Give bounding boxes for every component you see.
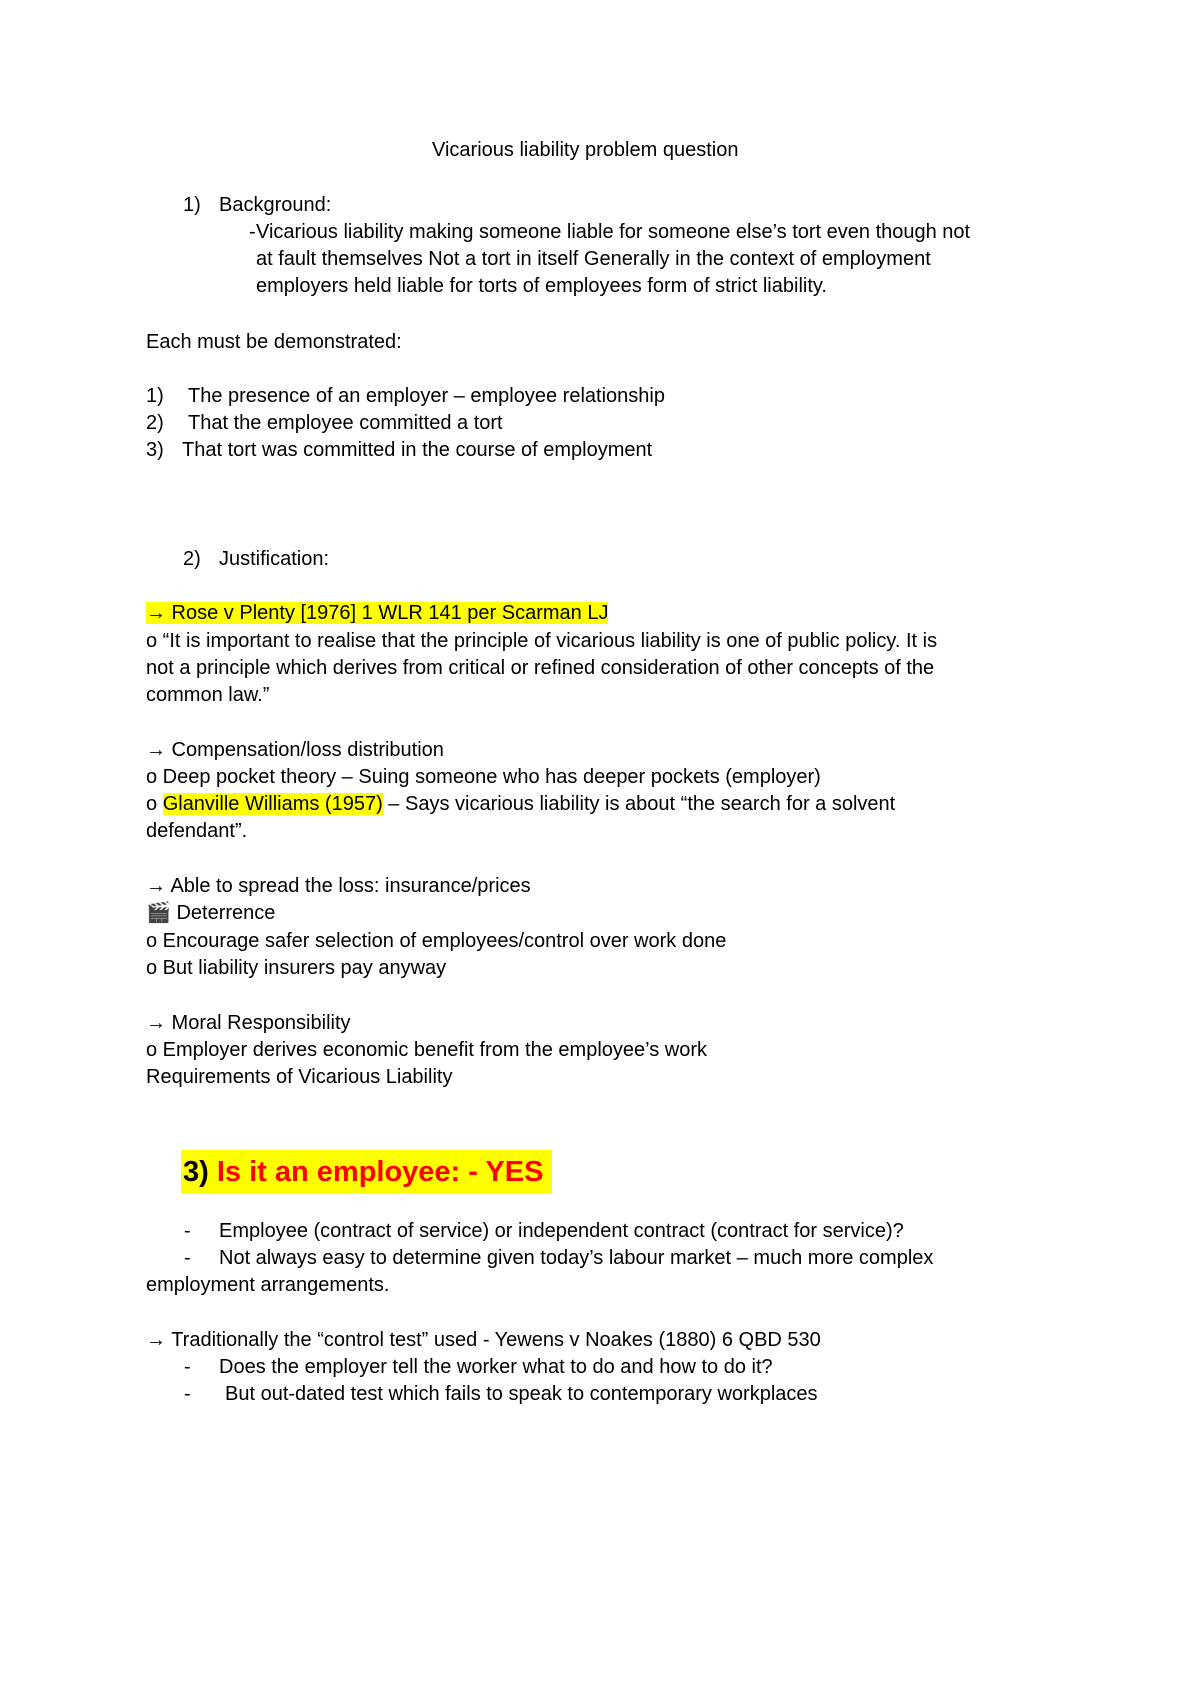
- background-line: Vicarious liability making someone liable for someone else’s tort even though not: [256, 221, 971, 243]
- background-dash: -: [249, 221, 256, 243]
- employee-point: Employee (contract of service) or independent contract (contract for service)?: [219, 1220, 904, 1242]
- requirement-text: The presence of an employer – employee relationship: [188, 385, 665, 407]
- employee-section-heading: [181, 1150, 552, 1194]
- case-rose-v-plenty: → Rose v Plenty [1976] 1 WLR 141 per Scarman LJ: [146, 602, 609, 624]
- background-line: at fault themselves Not a tort in itself Generally in the context of employment: [256, 248, 931, 270]
- moral-heading: → Moral Responsibility: [146, 1012, 351, 1034]
- bullet-dash: -: [184, 1220, 191, 1242]
- deep-pocket-point: o Deep pocket theory – Suing someone who has deeper pockets (employer): [146, 766, 821, 788]
- quote-line: common law.”: [146, 684, 270, 706]
- deterrence-heading: 🎬 Deterrence: [146, 902, 276, 924]
- control-test-point: But out-dated test which fails to speak to contemporary workplaces: [225, 1383, 818, 1405]
- requirement-number: 1): [146, 385, 164, 407]
- bullet-dash: -: [184, 1356, 191, 1378]
- bullet-dash: -: [184, 1383, 191, 1405]
- economic-benefit-point: o Employer derives economic benefit from the employee’s work: [146, 1039, 707, 1061]
- requirements-heading: Requirements of Vicarious Liability: [146, 1066, 453, 1088]
- employee-point-continuation: employment arrangements.: [146, 1274, 390, 1296]
- requirement-text: That the employee committed a tort: [188, 412, 503, 434]
- requirement-number: 2): [146, 412, 164, 434]
- requirements-intro: Each must be demonstrated:: [146, 331, 402, 353]
- spread-loss-heading: → Able to spread the loss: insurance/prices: [146, 875, 531, 897]
- quote-line: o “It is important to realise that the principle of vicarious liability is one of public policy. It is: [146, 630, 938, 652]
- control-test-heading: → Traditionally the “control test” used - Yewens v Noakes (1880) 6 QBD 530: [146, 1329, 821, 1351]
- control-test-point: Does the employer tell the worker what to do and how to do it?: [219, 1356, 773, 1378]
- encourage-point: o Encourage safer selection of employees/control over work done: [146, 930, 727, 952]
- glanville-continuation: defendant”.: [146, 820, 248, 842]
- background-line: employers held liable for torts of employees form of strict liability.: [256, 275, 827, 297]
- compensation-heading: → Compensation/loss distribution: [146, 739, 444, 761]
- background-heading: Background:: [219, 194, 332, 216]
- insurers-point: o But liability insurers pay anyway: [146, 957, 447, 979]
- employee-point: Not always easy to determine given today’s labour market – much more complex: [219, 1247, 934, 1269]
- bullet-dash: -: [184, 1247, 191, 1269]
- case-glanville-williams: Glanville Williams (1957): [162, 793, 383, 815]
- employee-section-number: 3): [183, 1156, 209, 1188]
- requirement-text: That tort was committed in the course of employment: [182, 439, 653, 461]
- justification-number: 2): [183, 548, 201, 570]
- employee-section-title: Is it an employee: - YES: [216, 1156, 544, 1188]
- background-number: 1): [183, 194, 201, 216]
- justification-heading: Justification:: [219, 548, 330, 570]
- quote-line: not a principle which derives from critical or refined consideration of other concepts of the: [146, 657, 935, 679]
- requirement-number: 3): [146, 439, 164, 461]
- glanville-point: o Glanville Williams (1957) – Says vicarious liability is about “the search for a solvent: [146, 793, 896, 815]
- document-title: Vicarious liability problem question: [432, 139, 739, 161]
